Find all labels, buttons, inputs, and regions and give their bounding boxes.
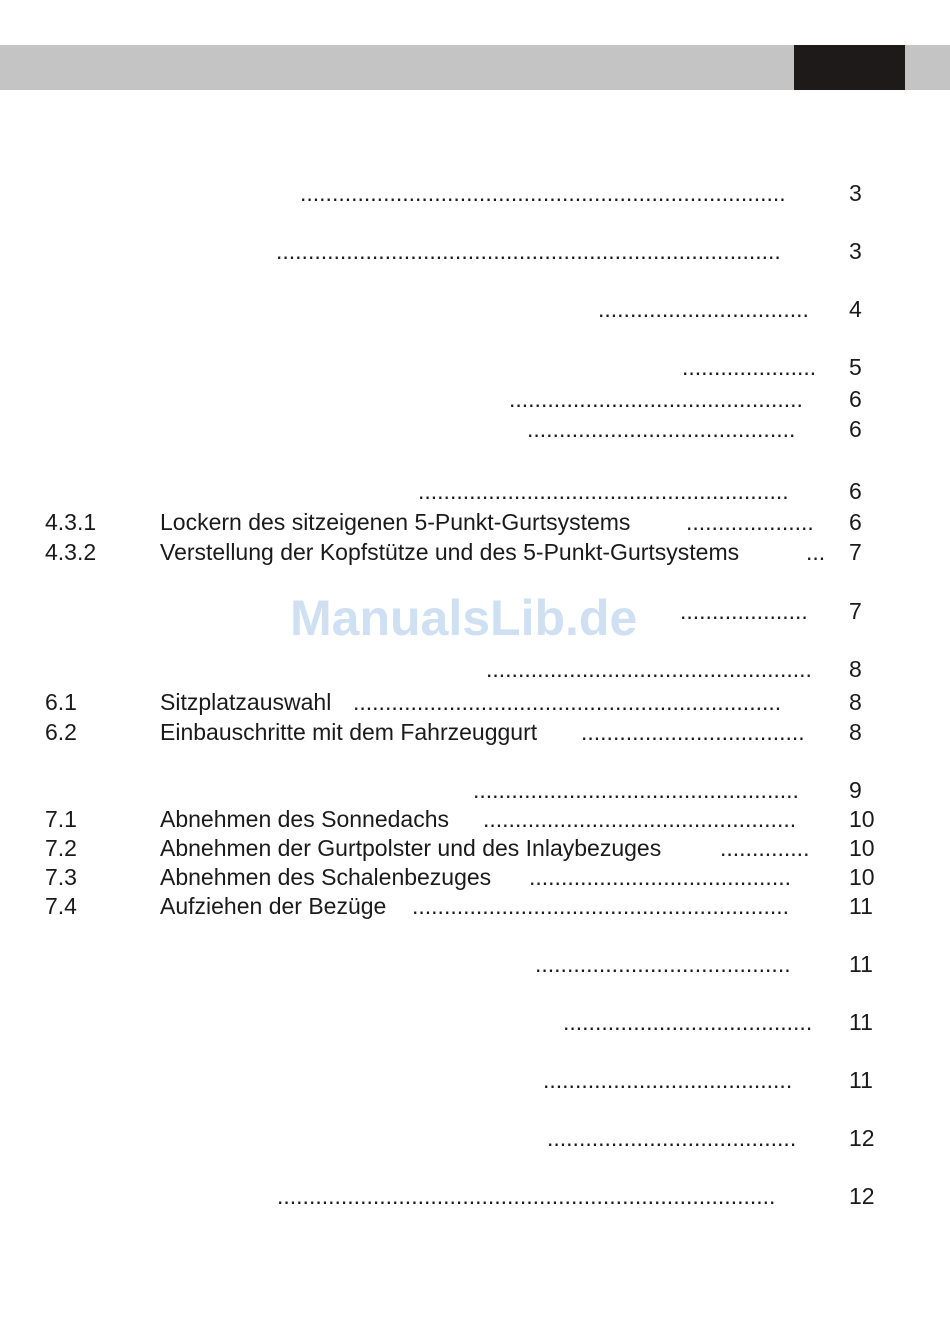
toc-number: 4.3.1 <box>45 509 97 535</box>
toc-number: 6.1 <box>45 689 77 715</box>
toc-page-number: 8 <box>849 656 862 682</box>
toc-page-number: 10 <box>849 864 875 890</box>
toc-leader-dots: ............................................................................... <box>276 238 781 264</box>
toc-entry[interactable] <box>0 717 950 747</box>
toc-page-number: 5 <box>849 354 862 380</box>
toc-leader-dots: ................................................... <box>486 656 812 682</box>
toc-title: Lockern des sitzeigenen 5-Punkt-Gurtsystems <box>160 509 631 535</box>
toc-title: Verstellung der Kopfstütze und des 5-Punkt-Gurtsystems <box>160 539 740 565</box>
toc-entry[interactable] <box>0 414 950 444</box>
toc-number: 6.2 <box>45 719 77 745</box>
toc-page-number: 7 <box>849 539 862 565</box>
toc-leader-dots: ............................................................................ <box>300 180 786 206</box>
toc-entry[interactable] <box>0 476 950 506</box>
toc-entry[interactable] <box>0 294 950 324</box>
toc-leader-dots: ................................. <box>598 296 809 322</box>
toc-page-number: 7 <box>849 598 862 624</box>
toc-leader-dots: .................... <box>686 509 814 535</box>
toc-title: Abnehmen des Sonnedachs <box>160 806 449 832</box>
toc-leader-dots: .................... <box>680 598 808 624</box>
toc-page-number: 10 <box>849 806 875 832</box>
toc-leader-dots: ... <box>806 539 826 565</box>
toc-page-number: 9 <box>849 777 862 803</box>
toc-leader-dots: ....................................... <box>547 1125 797 1151</box>
toc-leader-dots: ......................................... <box>529 864 791 890</box>
toc-entry[interactable] <box>0 1065 950 1095</box>
watermark-text: ManualsLib.de <box>290 590 638 646</box>
toc-leader-dots: ....................................... <box>563 1009 813 1035</box>
toc-leader-dots: ................................................. <box>483 806 797 832</box>
toc-leader-dots: ................................... <box>581 719 805 745</box>
toc-entry[interactable] <box>0 1123 950 1153</box>
toc-page-number: 11 <box>849 1067 873 1093</box>
toc-page-number: 8 <box>849 719 862 745</box>
toc-leader-dots: ..................... <box>682 354 817 380</box>
toc-page-number: 3 <box>849 180 862 206</box>
toc-page-number: 11 <box>849 951 873 977</box>
toc-page-number: 6 <box>849 416 862 442</box>
toc-entry[interactable] <box>0 949 950 979</box>
toc-entry[interactable] <box>0 507 950 537</box>
toc-leader-dots: .............................................. <box>509 386 803 412</box>
toc-entry[interactable] <box>0 1181 950 1211</box>
toc-page-number: 11 <box>849 1009 873 1035</box>
toc-number: 7.2 <box>45 835 77 861</box>
toc-page-number: 3 <box>849 238 862 264</box>
toc-leader-dots: ................................................................... <box>353 689 782 715</box>
toc-number: 7.3 <box>45 864 77 890</box>
toc-page-number: 8 <box>849 689 862 715</box>
toc-page-number: 4 <box>849 296 862 322</box>
toc-entry[interactable] <box>0 1007 950 1037</box>
toc-title: Aufziehen der Bezüge <box>160 893 387 919</box>
toc-title: Abnehmen des Schalenbezuges <box>160 864 492 890</box>
toc-number: 7.4 <box>45 893 77 919</box>
toc-entry[interactable] <box>0 384 950 414</box>
toc-page-number: 6 <box>849 386 862 412</box>
toc-entry[interactable] <box>0 804 950 834</box>
header-page-block <box>794 45 905 90</box>
toc-leader-dots: ................................................... <box>473 777 799 803</box>
toc-page-number: 6 <box>849 509 862 535</box>
toc-leader-dots: .......................................................... <box>418 478 789 504</box>
toc-entry[interactable] <box>0 352 950 382</box>
toc-leader-dots: ........................................................... <box>412 893 790 919</box>
toc-leader-dots: ....................................... <box>543 1067 793 1093</box>
toc-entry[interactable] <box>0 833 950 863</box>
toc-entry[interactable] <box>0 775 950 805</box>
toc-title: Sitzplatzauswahl <box>160 689 332 715</box>
toc-entry[interactable] <box>0 537 950 567</box>
toc-leader-dots: ........................................ <box>535 951 791 977</box>
toc-number: 4.3.2 <box>45 539 97 565</box>
toc-leader-dots: .............. <box>720 835 810 861</box>
toc-page-number: 10 <box>849 835 875 861</box>
toc-title: Einbauschritte mit dem Fahrzeuggurt <box>160 719 538 745</box>
toc-leader-dots: .............................................................................. <box>277 1183 776 1209</box>
toc-leader-dots: .......................................... <box>527 416 796 442</box>
toc-number: 7.1 <box>45 806 77 832</box>
toc-title: Abnehmen der Gurtpolster und des Inlaybezuges <box>160 835 662 861</box>
toc-page-number: 6 <box>849 478 862 504</box>
toc-page-number: 12 <box>849 1183 875 1209</box>
toc-page-number: 12 <box>849 1125 875 1151</box>
toc-entry[interactable] <box>0 891 950 921</box>
toc-entry[interactable] <box>0 654 950 684</box>
toc-entry[interactable] <box>0 178 950 208</box>
toc-entry[interactable] <box>0 687 950 717</box>
toc-page-number: 11 <box>849 893 873 919</box>
toc-entry[interactable] <box>0 862 950 892</box>
toc-entry[interactable] <box>0 236 950 266</box>
